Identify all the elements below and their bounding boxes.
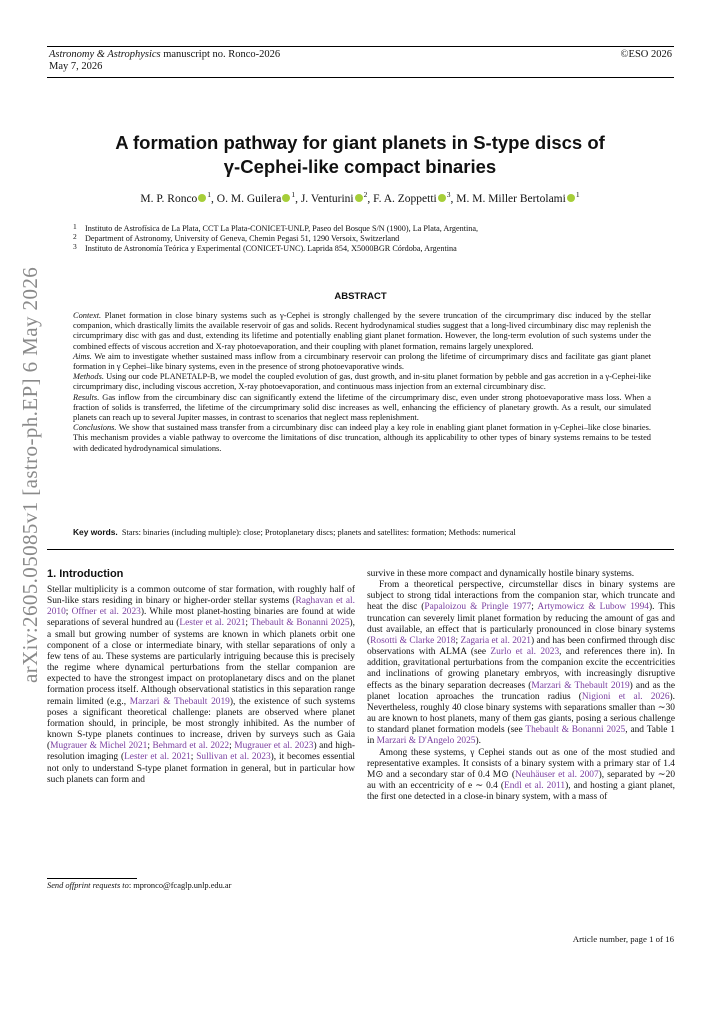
citation-link[interactable]: Behmard et al. 2022 <box>152 741 230 752</box>
orcid-icon[interactable] <box>355 194 363 202</box>
citation-link[interactable]: Rosotti & Clarke 2018 <box>370 635 456 646</box>
author-name: F. A. Zoppetti <box>373 192 437 205</box>
orcid-icon[interactable] <box>198 194 206 202</box>
author-affiliation-mark: 1 <box>207 190 212 199</box>
citation-link[interactable]: Papaloizou & Pringle 1977 <box>424 602 532 613</box>
citation-link[interactable]: Mugrauer & Michel 2021 <box>50 741 148 752</box>
keywords: Key words. Stars: binaries (including multiple): close; Protoplanetary discs; planets and satellites: formation; Methods: numerical <box>73 527 516 537</box>
citation-link[interactable]: Zurlo et al. 2023 <box>490 647 560 658</box>
footnote: Send offprint requests to: mpronco@fcaglp.unlp.edu.ar <box>47 881 232 890</box>
manuscript-number: manuscript no. Ronco-2026 <box>163 49 281 60</box>
author-list: M. P. Ronco $^1$, O. M. Guilera $^1$, J. Venturini $^2$, F. A. Zoppetti $^3$, M. M. Miller Bertolami $^1$ <box>140 190 580 205</box>
paper-title <box>60 131 660 179</box>
author-affiliation-mark: 1 <box>291 190 296 199</box>
citation-link[interactable]: Lester et al. 2021 <box>124 752 191 763</box>
header-date: May 7, 2026 <box>49 61 103 72</box>
author-name: M. P. Ronco <box>140 192 198 205</box>
author-name: M. M. Miller Bertolami <box>456 192 566 205</box>
affiliation: 3 Instituto de Astronomía Teórica y Experimental (CONICET-UNC). Laprida 854, X5000BGR Córdoba, Argentina <box>73 242 457 253</box>
right-column <box>367 569 675 803</box>
running-header <box>47 46 674 78</box>
affiliation: 1 Instituto de Astrofísica de La Plata, CCT La Plata-CONICET-UNLP, Paseo del Bosque S/N (1900), La Plata, Argentina, <box>73 222 479 233</box>
citation-link[interactable]: Zagaria et al. 2021 <box>460 635 531 646</box>
abstract-divider <box>47 549 674 550</box>
abstract-aims: Aims. We aim to investigate whether sustained mass inflow from a circumbinary reservoir can prolong the lifetime of circumprimary discs and facilitate gas giant planet formation in γ Cephei–like binary systems, even in the presence of strong photoevaporative winds. <box>73 351 651 372</box>
abstract-context: Context. Planet formation in close binary systems such as γ-Cephei is strongly challenged by the severe truncation of the circumprimary disc induced by the stellar companion, which drastically limits the available reservoir of gas and solids. Recent hydrodynamical studies suggest that a long-lived circumbinary disc may replenish the circumprimary disc with gas and dust, extending its lifetime and potentially enabling giant planet formation. However, the long-term evolution of such systems under the combined effects of viscous accretion and X-ray photoevaporation, and their coupling with planet formation, remains largely unexplored. <box>73 311 651 351</box>
citation-link[interactable]: Marzari & D'Angelo 2025 <box>376 736 476 747</box>
left-column <box>47 585 355 786</box>
citation-link[interactable]: Thebault & Bonanni 2025 <box>250 618 350 629</box>
author-affiliation-mark: 2 <box>363 190 368 199</box>
intro-paragraph-1-cont: survive in these more compact and dynamically hostile binary systems. <box>367 569 635 579</box>
abstract-methods: Methods. Using our code PLANETALP-B, we model the coupled evolution of gas, dust growth, and in-situ planet formation by pebble and gas accretion in a γ-Cephei-like circumprimary disc, including viscous accretion, X-ray photoevaporation, and continuous mass injection from an external circumbinary disc. <box>73 372 651 392</box>
citation-link[interactable]: Thebault & Bonanni 2025 <box>525 725 626 736</box>
orcid-icon[interactable] <box>438 194 446 202</box>
section-heading: 1. Introduction <box>47 568 124 580</box>
orcid-icon[interactable] <box>282 194 290 202</box>
abstract-results: Results. Gas inflow from the circumbinary disc can significantly extend the lifetime of the circumprimary disc, even under strong photoevaporative mass loss. When a fraction of solids is transferred, the lifetime of the circumprimary solid disc increases as well, enhancing the efficiency of planetary growth. As a result, our simulated planets can reach up to several Jupiter masses, in contrast to scenarios that neglect mass replenishment. <box>73 392 651 423</box>
footnote-rule <box>47 878 137 879</box>
copyright: ©ESO 2026 <box>620 49 672 60</box>
affiliations <box>73 224 673 254</box>
title-line-1: A formation pathway for giant planets in S-type discs of <box>115 132 605 153</box>
journal-name: Astronomy & Astrophysics <box>49 49 161 60</box>
author-affiliation-mark: 1 <box>575 190 580 199</box>
author-name: J. Venturini <box>300 192 354 205</box>
author-affiliation-mark: 3 <box>446 190 451 199</box>
citation-link[interactable]: Mugrauer et al. 2023 <box>234 741 314 752</box>
citation-link[interactable]: Offner et al. 2023 <box>71 607 141 618</box>
abstract-body <box>73 311 651 454</box>
title-line-2: γ-Cephei-like compact binaries <box>223 156 497 177</box>
citation-link[interactable]: Marzari & Thebault 2019 <box>129 696 230 707</box>
citation-link[interactable]: Marzari & Thebault 2019 <box>531 680 630 691</box>
citation-link[interactable]: Neuhäuser et al. 2007 <box>515 769 599 780</box>
arxiv-stamp: arXiv:2605.05085v1 [astro-ph.EP] 6 May 2026 <box>18 266 42 684</box>
abstract-heading: ABSTRACT <box>334 291 387 302</box>
author-name: O. M. Guilera <box>216 192 282 205</box>
abstract-conclusions: Conclusions. We show that sustained mass transfer from a circumbinary disc can indeed play a key role in enabling giant planet formation in γ-Cephei–like close binaries. This mechanism provides a viable pathway to overcome the limitations of disc truncation, although its applicability to other types of binary systems remains to be tested with dedicated hydrodynamical simulations. <box>73 423 651 453</box>
citation-link[interactable]: Endl et al. 2011 <box>504 780 566 791</box>
citation-link[interactable]: Raghavan et al. 2010 <box>47 596 355 618</box>
citation-link[interactable]: Artymowicz & Lubow 1994 <box>537 602 649 613</box>
affiliation: 2 Department of Astronomy, University of Geneva, Chemin Pegasi 51, 1290 Versoix, Switzerland <box>73 232 400 243</box>
intro-paragraph-1: Stellar multiplicity is a common outcome of star formation, with roughly half of Sun-like stars residing in binary or higher-order stellar systems (Raghavan et al. 2010; Offner et al. 2023). While most planet-hosting binaries are found at wide separations of several hundred au (Lester et al. 2021; Thebault & Bonanni 2025), a small but growing number of systems are known in which planets orbit one component of a close or intermediate binary, with stellar separations of only a few tens of au. These systems are particularly intriguing because this is precisely the regime where dynamical perturbations from the stellar companion are expected to have the strongest impact on protoplanetary discs and on the planet formation process itself. Although observational statistics in this separation range remain limited (e.g., Marzari & Thebault 2019), the existence of such systems poses a significant theoretical challenge: planets are observed where planet formation should, in principle, be most strongly inhibited. As the number of known S-type planets continues to increase, driven by surveys such as Gaia (Mugrauer & Michel 2021; Behmard et al. 2022; Mugrauer et al. 2023) and high-resolution imaging (Lester et al. 2021; Sullivan et al. 2023), it becomes essential not only to understand S-type planet formation in general, but in particular how such planets can form and <box>47 585 356 785</box>
intro-paragraph-2: From a theoretical perspective, circumstellar discs in binary systems are subject to strong tidal interactions from the companion star, which truncate and heat the disc (Papaloizou & Pringle 1977; Artymowicz & Lubow 1994). This truncation can severely limit planet formation by reducing the amount of gas and dust available, an effect that is particularly pronounced in close binary systems (Rosotti & Clarke 2018; Zagaria et al. 2021) and has been confirmed through disc observations with ALMA (see Zurlo et al. 2023, and references there in). In addition, gravitational perturbations from the companion excite the eccentricities and inclinations of growing planetary embryos, with increasingly disruptive effects as the binary separation decreases (Marzari & Thebault 2019) and as the planet location aproaches the truncation radius (Nigioni et al. 2026). Nevertheless, roughly 40 close binary systems with separations smaller than ∼30 au are known to host planets, many of them gas giants, posing a serious challenge to standard planet formation models (see Thebault & Bonanni 2025, and Table 1 in Marzari & D'Angelo 2025). <box>367 580 676 747</box>
citation-link[interactable]: Lester et al. 2021 <box>179 618 246 629</box>
orcid-icon[interactable] <box>567 194 575 202</box>
page-number: Article number, page 1 of 16 <box>572 934 674 944</box>
intro-paragraph-3: Among these systems, γ Cephei stands out as one of the most studied and representative examples. It consists of a binary system with a primary star of 1.4 M⊙ and a secondary star of 0.4 M⊙ (Neuhäuser et al. 2007), separated by ∼20 au with an eccentricity of e ∼ 0.4 (Endl et al. 2011), and hosting a giant planet, the first one detected in a close-in binary system, with a mass of <box>367 747 676 803</box>
citation-link[interactable]: Nigioni et al. 2026 <box>581 691 670 702</box>
citation-link[interactable]: Sullivan et al. 2023 <box>196 752 271 763</box>
